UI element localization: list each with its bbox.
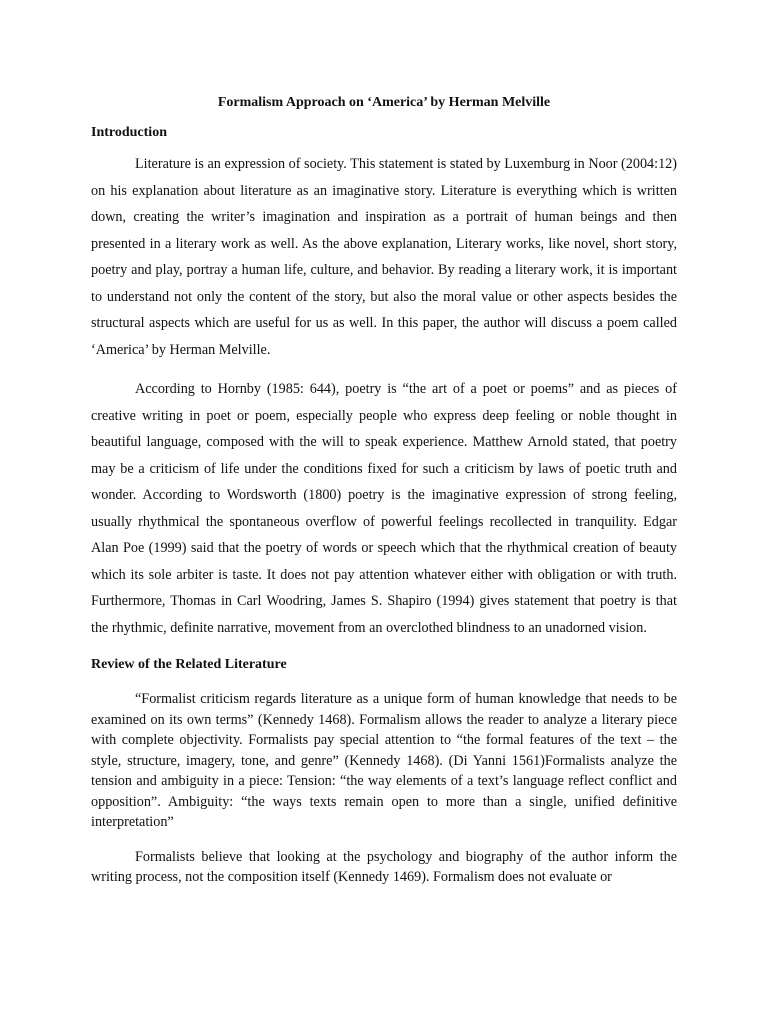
section-heading-review: Review of the Related Literature [91,657,287,672]
document-page [91,93,677,888]
section-heading-introduction: Introduction [91,125,167,140]
document-title: Formalism Approach on ‘America’ by Herman Melville [217,95,551,110]
paragraph: Literature is an expression of society. This statement is stated by Luxemburg in Noor (2004:12) on his explanation about literature as an imaginative story. Literature is everything which is written down, creating the writer’s imagination and inspiration as a portrait of human beings and then presented in a literary work as well. As the above explanation, Literary works, like novel, short story, poetry and play, portray a human life, culture, and behavior. By reading a literary work, it is important to understand not only the content of the story, but also the moral value or other aspects besides the structural aspects which are useful for us as well. In this paper, the author will discuss a poem called ‘America’ by Herman Melville. [91,156,677,358]
paragraph: Formalists believe that looking at the psychology and biography of the author inform the writing process, not the composition itself (Kennedy 1469). Formalism does not evaluate or [91,848,677,885]
paragraph: According to Hornby (1985: 644), poetry is “the art of a poet or poems” and as pieces of creative writing in poet or poem, especially people who express deep feeling or noble thought in beautiful language, composed with the will to speak experience. Matthew Arnold stated, that poetry may be a criticism of life under the conditions fixed for such a criticism by laws of poetic truth and wonder. According to Wordsworth (1800) poetry is the imaginative expression of strong feeling, usually rhythmical the spontaneous overflow of powerful feelings recollected in tranquility. Edgar Alan Poe (1999) said that the poetry of words or speech which that the rhythmical creation of beauty which its sole arbiter is taste. It does not pay attention whatever either with obligation or with truth. Furthermore, Thomas in Carl Woodring, James S. Shapiro (1994) gives statement that poetry is that the rhythmic, definite narrative, movement from an overclothed blindness to an unadorned vision. [91,381,677,636]
paragraph: “Formalist criticism regards literature as a unique form of human knowledge that needs to be examined on its own terms” (Kennedy 1468). Formalism allows the reader to analyze a literary piece with complete objectivity. Formalists pay special attention to “the formal features of the text – the style, structure, imagery, tone, and genre” (Kennedy 1468). (Di Yanni 1561)Formalists analyze the tension and ambiguity in a piece: Tension: “the way elements of a text’s language reflect conflict and opposition”. Ambiguity: “the ways texts remain open to more than a single, unified definitive interpretation” [91,691,677,830]
